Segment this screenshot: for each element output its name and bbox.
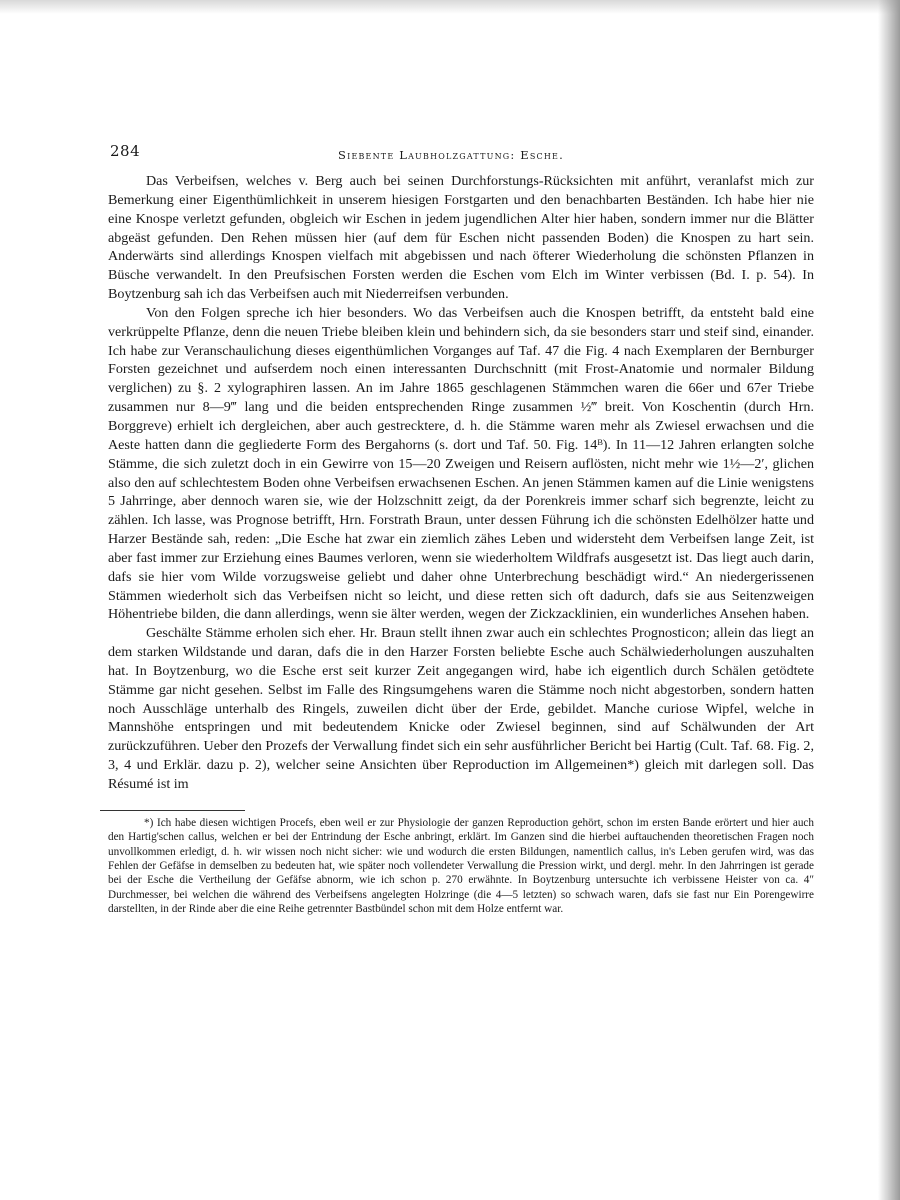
paragraph-verbeissen: Das Verbeifsen, welches v. Berg auch bei seinen Durchforstungs-Rücksichten mit anführt, veranlafst mich zur Bemerkung einer Eigenthümlichkeit in unserem hiesigen Forstgarten und den benachbarten Beständen. Ich habe hier nie eine Knospe verletzt gefunden, obgleich wir Eschen in jedem jugendlichen Alter hier haben, sondern immer nur die Blätter abgeäst gefunden. Den Rehen müssen hier (auf dem für Eschen nicht passenden Boden) die Knospen zu hart sein. Anderwärts sind allerdings Knospen vielfach mit abgebissen und nach öfterer Wiederholung die schönsten Pflanzen in Büsche verwandelt. In den Preufsischen Forsten werden die Eschen vom Elch im Winter verbissen (Bd. I. p. 54). In Boytzenburg sah ich das Verbeifsen auch mit Niederreifsen verbunden. bbox=[108, 173, 814, 303]
page-number: 284 bbox=[110, 142, 141, 160]
page-header bbox=[108, 140, 814, 172]
footnote-rule bbox=[100, 810, 245, 811]
paragraph-geschaelte-staemme: Geschälte Stämme erholen sich eher. Hr. Braun stellt ihnen zwar auch ein schlechtes Prognosticon; allein das liegt an dem starken Wildstande und daran, dafs die in den Harzer Forsten beliebte Esche auch Schälwiederholungen auszuhalten hat. In Boytzenburg, wo die Esche erst seit kurzer Zeit angegangen wird, habe ich eigentlich durch Schälen getödtete Stämme gar nicht gesehen. Selbst im Falle des Ringsumgehens waren die Stämme noch nicht abgestorben, sondern hatten noch Ausschläge unterhalb des Ringels, zuweilen dicht über der Erde, gebildet. Manche curiose Wipfel, welche in Mannshöhe entspringen und mit bedeutendem Knicke oder Zwiesel beginnen, sind auf Schälwunden der Art zurückzuführen. Ueber den Prozefs der Verwallung findet sich ein sehr ausführlicher Bericht bei Hartig (Cult. Taf. 68. Fig. 2, 3, 4 und Erklär. dazu p. 2), welcher seine Ansichten über Reproduction im Allgemeinen*) gleich mit darlegen soll. Das Résumé ist im bbox=[108, 625, 814, 792]
scan-edge-top bbox=[0, 0, 900, 14]
running-head: Siebente Laubholzgattung: Esche. bbox=[338, 148, 564, 162]
body-text bbox=[108, 172, 814, 794]
scan-edge-right bbox=[878, 0, 900, 1200]
book-page bbox=[108, 140, 814, 928]
footnote: *) Ich habe diesen wichtigen Procefs, eben weil er zur Physiologie der ganzen Reproduction gehört, schon im ersten Bande erörtert und hier auch den Hartig'schen callus, welchen er bei der Entrindung der Esche anbringt, erklärt. Im Ganzen sind die hierbei auftauchenden theoretischen Fragen noch unvollkommen erledigt, d. h. wir wissen noch nicht sicher: wie und wodurch die ersten Bildungen, namentlich callus, in's Leben gerufen wird, was das Fehlen der Gefäfse in demselben zu bedeuten hat, wie später noch vollendeter Verwallung die Pression wirkt, und dergl. mehr. In den Jahrringen ist gerade bei der Esche die Vertheilung der Gefäfse abnorm, wie ich schon p. 270 erwähnte. In Boytzenburg untersuchte ich verbissene Heister von ca. 4″ Durchmesser, bei welchen die während des Verbeifsens angelegten Holzringe (die 4—5 letzten) so schwach waren, dafs sie fast nur Ein Porengewirre darstellten, in der Rinde aber die eine Reihe getrennter Bastbündel schon mit dem Holze entfernt war. bbox=[108, 816, 814, 916]
paragraph-folgen: Von den Folgen spreche ich hier besonders. Wo das Verbeifsen auch die Knospen betrifft, da entsteht bald eine verkrüppelte Pflanze, denn die neuen Triebe bleiben klein und behindern sich, da sie besonders starr und steif sind, einander. Ich habe zur Veranschaulichung dieses eigenthümlichen Vorganges auf Taf. 47 die Fig. 4 nach Exemplaren der Bernburger Forsten gezeichnet und aufserdem noch einen interessanten Durchschnitt (mit Frost-Anatomie und normaler Bildung verglichen) zu §. 2 xylographiren lassen. An im Jahre 1865 geschlagenen Stämmchen waren die 66er und 67er Triebe zusammen nur 8—9‴ lang und die beiden entsprechenden Ringe zusammen ½‴ breit. Von Koschentin (durch Hrn. Borggreve) erhielt ich dergleichen, aber auch gestrecktere, d. h. die Stämme waren mehr als Zwiesel erwachsen und die Aeste hatten dann die gegliederte Form des Bergahorns (s. dort und Taf. 50. Fig. 14ᴮ). In 11—12 Jahren erlangten solche Stämme, die sich zuletzt doch in ein Gewirre von 15—20 Zweigen und Reisern auflösten, nicht mehr wie 1½—2′, glichen also den auf schlechtestem Boden ohne Verbeifsen erwachsenen Eschen. An jenen Stämmen kamen auf die Linie wenigstens 5 Jahrringe, aber dennoch waren sie, wie der Holzschnitt zeigt, da der Porenkreis immer scharf sich begrenzte, leicht zu zählen. Ich lasse, was Prognose betrifft, Hrn. Forstrath Braun, unter dessen Führung ich die schönsten Edelhölzer hatte und Harzer Bestände sah, reden: „Die Esche hat zwar ein ziemlich zähes Leben und widersteht dem Verbeifsen lange Zeit, ist aber fast immer zur Erziehung eines Baumes verloren, wenn sie wiederholtem Wildfrafs ausgesetzt ist. Das liegt auch darin, dafs sie hier vom Wilde vorzugsweise geliebt und daher ohne Unterbrechung beschädigt wird.“ An niedergerissenen Stämmen wiederholt sich das Verbeifsen nicht so leicht, und diese retten sich oft dadurch, dafs sie aus Seitenzweigen Höhentriebe bilden, die dann allerdings, wenn sie älter werden, wegen der Zickzacklinien, ein wunderliches Ansehen haben. bbox=[108, 304, 814, 623]
